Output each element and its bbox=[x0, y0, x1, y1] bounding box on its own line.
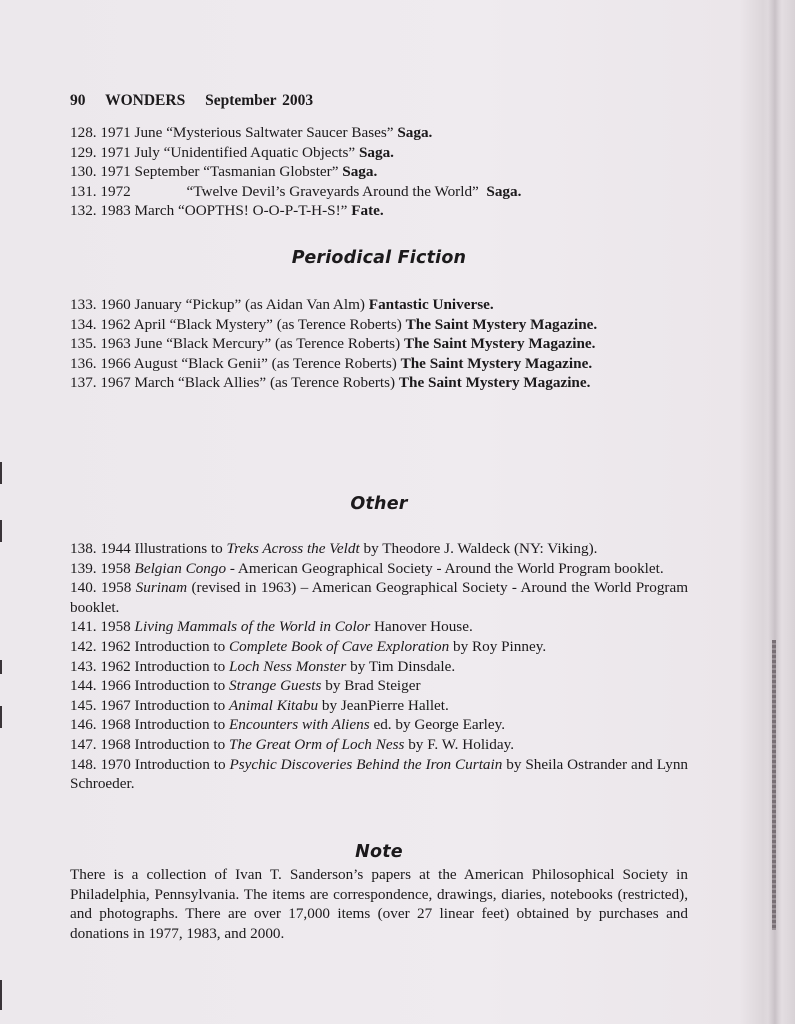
entry-number: 137. bbox=[70, 374, 97, 392]
entry-pseudonym: (as Terence Roberts) bbox=[269, 374, 396, 392]
entry-date: 1971 June bbox=[100, 124, 163, 141]
entry-pseudonym: (as Terence Roberts) bbox=[274, 335, 401, 353]
entry-prefix: 1967 Introduction to bbox=[100, 696, 226, 714]
entry-title: “Twelve Devil’s Graveyards Around the World” bbox=[186, 182, 479, 200]
entry-venue: The Saint Mystery Magazine. bbox=[400, 354, 593, 372]
entry-title: Treks Across the Veldt bbox=[226, 540, 360, 557]
entry-suffix: (revised in 1963) – American Geographical Society - Around the World Program booklet. bbox=[70, 579, 689, 616]
entry-prefix: 1968 Introduction to bbox=[100, 716, 226, 734]
entry-number: 146. bbox=[70, 716, 97, 734]
entry-title: “Black Genii” bbox=[181, 354, 268, 372]
list-item bbox=[70, 657, 688, 677]
entry-title: “Tasmanian Globster” bbox=[203, 163, 339, 181]
entry-title: Loch Ness Monster bbox=[229, 657, 347, 675]
entry-prefix: 1962 Introduction to bbox=[100, 637, 226, 655]
entry-title: “Black Mercury” bbox=[166, 335, 272, 353]
entry-date: 1966 August bbox=[100, 354, 178, 372]
entry-prefix: 1958 bbox=[100, 559, 131, 577]
entry-venue: The Saint Mystery Magazine. bbox=[398, 374, 591, 392]
scan-edge-mark bbox=[0, 520, 2, 542]
entry-venue: Saga. bbox=[358, 143, 394, 161]
entry-pseudonym: (as Terence Roberts) bbox=[271, 354, 397, 372]
entry-title: Living Mammals of the World in Color bbox=[134, 618, 371, 636]
entry-prefix: 1958 bbox=[100, 579, 132, 597]
entry-number: 130. bbox=[70, 163, 97, 181]
running-head bbox=[70, 92, 327, 110]
note-paragraph: There is a collection of Ivan T. Sanderson’s papers at the American Philosophical Society in Philadelphia, Pennsylvania. The items are correspondence, drawings, diaries, notebooks (restricted), and photographs. There are over 17,000 items (over 27 linear feet) obtained by purchases and donations in 1977, 1983, and 2000. bbox=[70, 866, 688, 942]
entry-suffix: Hanover House. bbox=[374, 618, 473, 636]
entry-date: 1960 January bbox=[100, 296, 182, 313]
entry-number: 136. bbox=[70, 354, 97, 372]
binding-edge bbox=[772, 640, 776, 930]
list-item bbox=[70, 295, 688, 315]
entry-title: Belgian Congo bbox=[134, 559, 227, 577]
page-number: 90 bbox=[70, 92, 86, 109]
entry-number: 133. bbox=[70, 296, 97, 313]
list-item bbox=[70, 373, 688, 393]
entry-number: 139. bbox=[70, 559, 97, 577]
issue-date: September 2003 bbox=[205, 92, 314, 109]
list-item bbox=[70, 315, 688, 335]
entry-title: The Great Orm of Loch Ness bbox=[229, 735, 405, 753]
entry-number: 131. bbox=[70, 182, 97, 200]
entry-suffix: by F. W. Holiday. bbox=[408, 735, 515, 753]
section-heading-other: Other bbox=[350, 494, 408, 514]
entry-venue: Saga. bbox=[342, 163, 378, 181]
entry-title: Surinam bbox=[135, 579, 188, 597]
entry-number: 147. bbox=[70, 735, 97, 753]
entry-date: 1971 July bbox=[100, 143, 160, 161]
list-item bbox=[70, 578, 688, 617]
list-item bbox=[70, 715, 688, 735]
entry-title: Encounters with Aliens bbox=[229, 716, 370, 734]
entry-date: 1971 September bbox=[100, 163, 200, 181]
list-item bbox=[70, 696, 688, 716]
list-item bbox=[70, 617, 688, 637]
entry-prefix: 1966 Introduction to bbox=[100, 677, 226, 695]
entry-suffix: by JeanPierre Hallet. bbox=[321, 696, 449, 714]
entry-prefix: 1958 bbox=[100, 618, 131, 636]
entry-number: 134. bbox=[70, 315, 97, 333]
entry-number: 129. bbox=[70, 143, 97, 161]
list-item bbox=[70, 735, 688, 755]
list-item bbox=[70, 334, 688, 354]
entry-venue: Fantastic Universe. bbox=[368, 296, 494, 313]
entry-suffix: by Sheila Ostrander and Lynn Schroeder. bbox=[70, 755, 689, 793]
entry-date: 1983 March bbox=[100, 202, 175, 220]
entry-title: Animal Kitabu bbox=[229, 696, 319, 714]
entry-title: “Unidentified Aquatic Objects” bbox=[163, 143, 356, 161]
entry-suffix: - American Geographical Society - Around the World Program booklet. bbox=[229, 559, 664, 577]
entry-venue: The Saint Mystery Magazine. bbox=[405, 315, 598, 333]
entry-date: 1963 June bbox=[100, 335, 163, 353]
entry-venue: Fate. bbox=[351, 202, 384, 220]
list-item bbox=[70, 755, 688, 794]
entry-title: “OOPTHS! O-O-P-T-H-S!” bbox=[177, 202, 348, 220]
list-item bbox=[70, 354, 688, 374]
entry-title: Strange Guests bbox=[229, 677, 322, 695]
entry-suffix: by Roy Pinney. bbox=[453, 637, 547, 655]
entry-suffix: by Theodore J. Waldeck (NY: Viking). bbox=[363, 540, 598, 557]
entry-number: 128. bbox=[70, 124, 97, 141]
publication-name: WONDERS bbox=[105, 92, 186, 109]
entry-number: 141. bbox=[70, 618, 97, 636]
entry-number: 140. bbox=[70, 579, 97, 597]
entry-title: “Black Mystery” bbox=[169, 315, 273, 333]
list-item bbox=[70, 162, 688, 182]
entry-number: 145. bbox=[70, 696, 97, 714]
list-item bbox=[70, 123, 688, 143]
periodical-fiction-list bbox=[70, 295, 688, 393]
entry-prefix: 1944 Illustrations to bbox=[100, 540, 223, 557]
scan-edge-mark bbox=[0, 660, 2, 674]
entry-suffix: by Brad Steiger bbox=[325, 677, 421, 695]
entry-venue: The Saint Mystery Magazine. bbox=[403, 335, 596, 353]
entry-suffix: by Tim Dinsdale. bbox=[350, 657, 456, 675]
entry-number: 135. bbox=[70, 335, 97, 353]
entry-pseudonym: (as Aidan Van Alm) bbox=[245, 296, 365, 313]
entry-suffix: ed. by George Earley. bbox=[373, 716, 506, 734]
other-list bbox=[70, 539, 688, 794]
entry-title: “Pickup” bbox=[185, 296, 242, 313]
list-item bbox=[70, 676, 688, 696]
scan-edge-mark bbox=[0, 706, 2, 728]
list-item bbox=[70, 559, 688, 579]
list-item bbox=[70, 637, 688, 657]
entry-date: 1972 bbox=[100, 182, 131, 200]
entry-number: 144. bbox=[70, 677, 97, 695]
section-heading-note: Note bbox=[355, 842, 403, 862]
list-item bbox=[70, 539, 688, 559]
entry-number: 132. bbox=[70, 202, 97, 220]
section-heading-periodical-fiction: Periodical Fiction bbox=[291, 248, 467, 268]
list-item bbox=[70, 182, 688, 202]
list-item bbox=[70, 143, 688, 163]
entry-number: 143. bbox=[70, 657, 97, 675]
entry-date: 1967 March bbox=[100, 374, 175, 392]
entry-prefix: 1962 Introduction to bbox=[100, 657, 226, 675]
entry-title: Complete Book of Cave Exploration bbox=[229, 637, 450, 655]
entry-prefix: 1970 Introduction to bbox=[100, 755, 226, 773]
entry-date: 1962 April bbox=[100, 315, 166, 333]
scan-edge-mark bbox=[0, 462, 2, 484]
entry-title: Psychic Discoveries Behind the Iron Curtain bbox=[229, 755, 503, 773]
entry-venue: Saga. bbox=[397, 124, 433, 141]
entry-pseudonym: (as Terence Roberts) bbox=[276, 315, 402, 333]
entry-prefix: 1968 Introduction to bbox=[100, 735, 226, 753]
entry-title: “Mysterious Saltwater Saucer Bases” bbox=[166, 124, 394, 141]
article-list bbox=[70, 123, 688, 221]
list-item bbox=[70, 201, 688, 221]
entry-title: “Black Allies” bbox=[177, 374, 267, 392]
entry-number: 142. bbox=[70, 637, 97, 655]
entry-number: 148. bbox=[70, 755, 97, 773]
scan-edge-mark bbox=[0, 980, 2, 1010]
entry-venue: Saga. bbox=[486, 182, 522, 200]
entry-number: 138. bbox=[70, 540, 97, 557]
